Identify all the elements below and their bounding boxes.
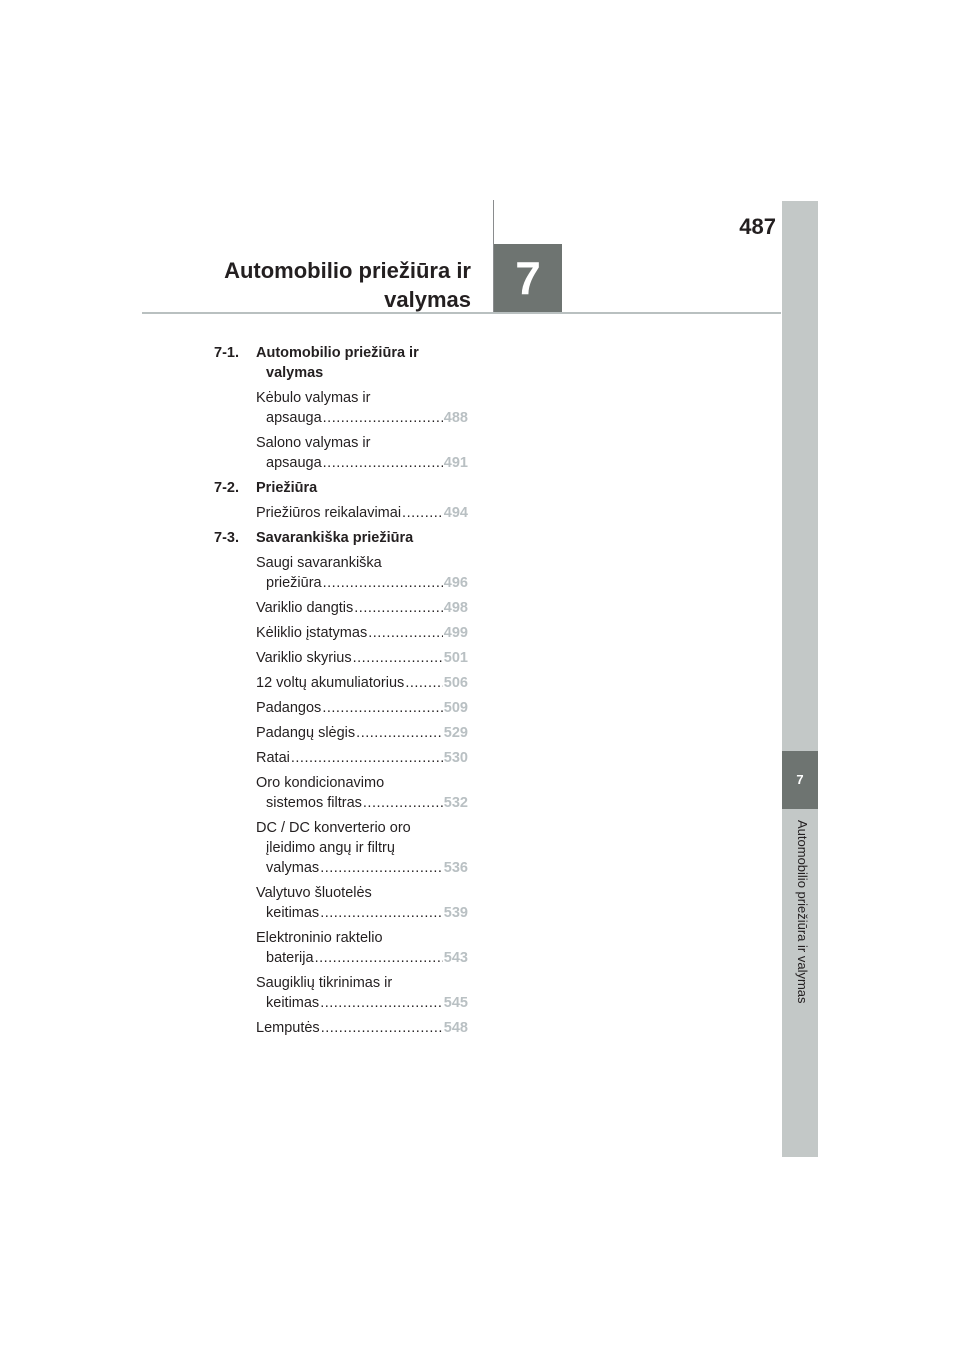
toc-entry[interactable]: Lemputės ..... 548 [214,1018,468,1038]
chapter-title [200,256,471,314]
page-link[interactable]: 498 [443,600,468,616]
toc-entry[interactable]: Saugiklių tikrinimas ir keitimas ..... 545 [214,973,468,1013]
page-link[interactable]: 529 [443,725,468,741]
toc-entry[interactable]: 12 voltų akumuliatorius ..... 506 [214,673,468,693]
header-divider-horizontal [142,312,781,314]
page-link[interactable]: 509 [443,700,468,716]
page-link[interactable]: 494 [443,505,468,521]
section-number: 7-1. [214,345,239,361]
page-link[interactable]: 530 [443,750,468,766]
toc-entry[interactable]: Salono valymas ir apsauga ..... 491 [214,433,468,473]
toc-entry[interactable]: Oro kondicionavimo sistemos filtras ..... 532 [214,773,468,813]
toc-section [214,528,468,1038]
chapter-title-line2: valymas [384,287,471,312]
page-link[interactable]: 545 [443,995,468,1011]
table-of-contents [214,343,468,1043]
toc-entry[interactable]: Ratai ..... 530 [214,748,468,768]
page-link[interactable]: 539 [443,905,468,921]
toc-section [214,478,468,523]
toc-entry[interactable]: Elektroninio raktelio baterija ..... 543 [214,928,468,968]
page-link[interactable]: 548 [443,1020,468,1036]
toc-entry[interactable]: Kėbulo valymas ir apsauga ..... 488 [214,388,468,428]
section-title: Savarankiška priežiūra [256,530,414,546]
toc-entry[interactable]: Valytuvo šluotelės keitimas ..... 539 [214,883,468,923]
page-number: 487 [739,214,776,239]
page-link[interactable]: 491 [443,455,468,471]
toc-section [214,343,468,473]
section-number: 7-2. [214,480,239,496]
page-link[interactable]: 543 [443,950,468,966]
page-link[interactable]: 506 [443,675,468,691]
chapter-title-line1: Automobilio priežiūra ir [224,258,471,283]
toc-entry[interactable]: Variklio skyrius ..... 501 [214,648,468,668]
toc-entry[interactable]: Kėliklio įstatymas ..... 499 [214,623,468,643]
page-link[interactable]: 532 [443,795,468,811]
page-link[interactable]: 536 [443,860,468,876]
page-link[interactable]: 501 [443,650,468,666]
section-number: 7-3. [214,530,239,546]
toc-entry[interactable]: Padangų slėgis ..... 529 [214,723,468,743]
toc-entry[interactable]: Variklio dangtis ..... 498 [214,598,468,618]
section-title: Automobilio priežiūra ir valymas [256,345,419,381]
toc-entry[interactable]: Padangos ..... 509 [214,698,468,718]
section-title: Priežiūra [256,480,318,496]
toc-entry[interactable]: Saugi savarankiška priežiūra ..... 496 [214,553,468,593]
toc-entry[interactable]: Priežiūros reikalavimai ..... 494 [214,503,468,523]
page-link[interactable]: 496 [443,575,468,591]
side-tab-label: Automobilio priežiūra ir valymas [795,820,810,1004]
toc-entry[interactable]: DC / DC konverterio oro įleidimo angų ir filtrų valymas ..... 536 [214,818,468,878]
page-link[interactable]: 488 [443,410,468,426]
side-tab-chapter-number: 7 [782,751,818,809]
chapter-number-box: 7 [494,244,562,312]
page-link[interactable]: 499 [443,625,468,641]
